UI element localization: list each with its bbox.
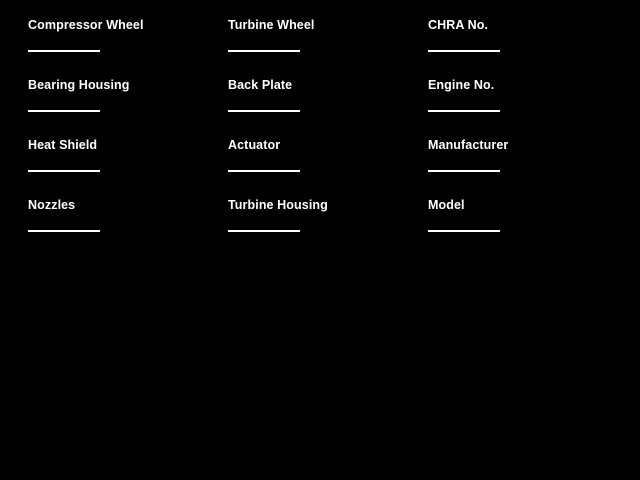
field-chra-no[interactable] <box>428 14 628 74</box>
field-label: Nozzles <box>28 198 76 212</box>
field-compressor-wheel[interactable] <box>28 14 228 74</box>
field-label: Back Plate <box>228 78 293 92</box>
field-label: Heat Shield <box>28 138 98 152</box>
field-value[interactable] <box>428 112 628 126</box>
field-value[interactable] <box>28 172 228 186</box>
field-label: Engine No. <box>428 78 495 92</box>
field-label: Turbine Wheel <box>228 18 315 32</box>
field-engine-no[interactable] <box>428 74 628 134</box>
field-value[interactable] <box>428 232 628 246</box>
field-value[interactable] <box>28 52 228 66</box>
field-heat-shield[interactable] <box>28 134 228 194</box>
field-value[interactable] <box>228 232 428 246</box>
field-bearing-housing[interactable] <box>28 74 228 134</box>
field-value[interactable] <box>428 172 628 186</box>
field-label: Compressor Wheel <box>28 18 144 32</box>
field-value[interactable] <box>428 52 628 66</box>
field-actuator[interactable] <box>228 134 428 194</box>
field-nozzles[interactable] <box>28 194 228 254</box>
field-label: Model <box>428 198 465 212</box>
field-label: Manufacturer <box>428 138 509 152</box>
field-turbine-wheel[interactable] <box>228 14 428 74</box>
field-label: Bearing Housing <box>28 78 130 92</box>
field-model[interactable] <box>428 194 628 254</box>
field-value[interactable] <box>28 112 228 126</box>
empty-content-area <box>0 248 640 480</box>
field-label: Turbine Housing <box>228 198 328 212</box>
field-value[interactable] <box>228 172 428 186</box>
field-value[interactable] <box>228 52 428 66</box>
field-turbine-housing[interactable] <box>228 194 428 254</box>
field-value[interactable] <box>228 112 428 126</box>
field-back-plate[interactable] <box>228 74 428 134</box>
field-value[interactable] <box>28 232 228 246</box>
field-label: CHRA No. <box>428 18 489 32</box>
field-manufacturer[interactable] <box>428 134 628 194</box>
field-label: Actuator <box>228 138 281 152</box>
